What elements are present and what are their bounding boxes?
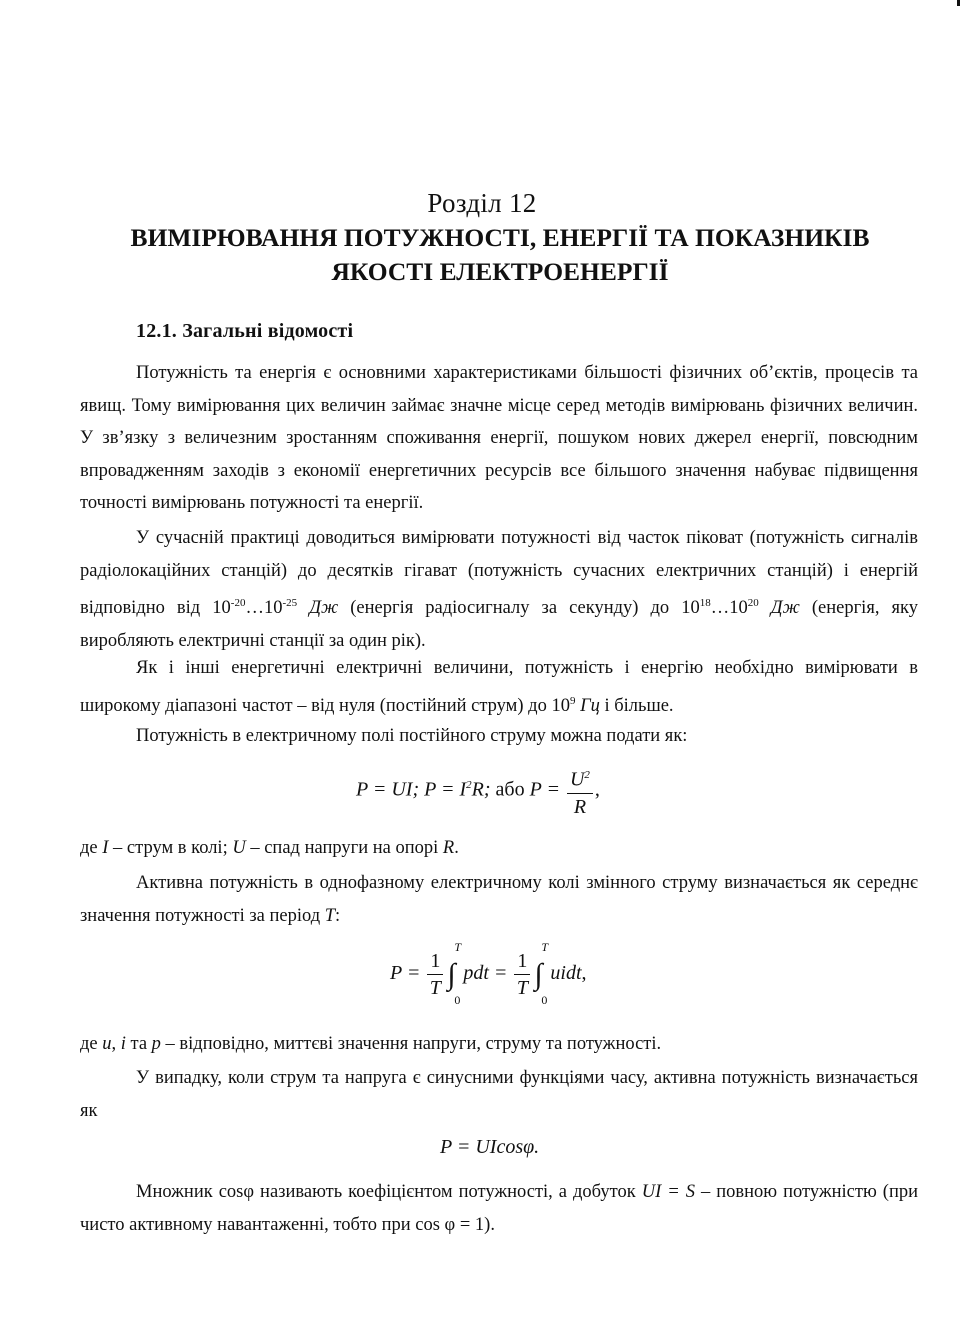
- paragraph-6: Активна потужність в однофазному електричному колі змінного струму визначається як середнє значення потужності за період T:: [80, 873, 918, 926]
- integral-sign-1: ∫ T 0: [447, 939, 462, 1007]
- paragraph-1: Потужність та енергія є основними характеристиками більшості фізичних об’єктів, процесів та явищ. Тому вимірювання цих величин займає значне місце серед методів вимірювань фізичних величин. У зв’язку з величезним зростанням споживання енергії, пошуком нових джерел енергії, повсюдним впровадженням заходів з економії енергетичних ресурсів все більшого значення набуває підвищення точності вимірювань потужності та енергії.: [80, 363, 918, 513]
- paragraph-7: де u, i та p – відповідно, миттєві значення напруги, струму та потужності.: [80, 1034, 662, 1054]
- fraction-1-over-t-b: $\frac{1}{T}$: [514, 948, 530, 1001]
- paragraph-8: У випадку, коли струм та напруга є синусними функціями часу, активна потужність визначається як: [80, 1068, 918, 1121]
- fraction-u2-over-r: $\frac{U^2}{R}$: [567, 762, 593, 820]
- paragraph-9: Множник cosφ називають коефіцієнтом потужності, а добуток UI = S – повною потужністю (при чисто активному навантаженні, тобто при cos φ = 1).: [80, 1182, 918, 1235]
- fraction-1-over-t-a: $\frac{1}{T}$: [427, 948, 443, 1001]
- paragraph-5: де I – струм в колі; U – спад напруги на опорі R.: [80, 838, 459, 858]
- integral-sign-2: ∫ T 0: [534, 939, 549, 1007]
- chapter-title-line-1: ВИМІРЮВАННЯ ПОТУЖНОСТІ, ЕНЕРГІЇ ТА ПОКАЗНИКІВ: [130, 223, 870, 252]
- chapter-title: [60, 221, 940, 289]
- scan-edge-mark: [957, 0, 960, 6]
- equation-3: P = UIcosφ.: [440, 1136, 540, 1158]
- paragraph-4: Потужність в електричному полі постійного струму можна подати як:: [136, 726, 688, 746]
- equation-2: P = $\frac{1}{T}$ ∫ T 0 pdt = $\frac{1}{T}$ ∫ T 0 uidt,: [390, 939, 587, 1007]
- paragraph-2: У сучасній практиці доводиться вимірювати потужності від часток піковат (потужність сигналів радіолокаційних станцій) до десятків гігават (потужність сучасних електричних станцій) і енергій відповідно від $10^{-20}\dots 10^{-25}$ Дж (енергія радіосигналу за секунду) до $10^{18}\dots 10^{20}$ Дж (енергія, яку виробляють електричні станції за один рік).: [80, 528, 919, 651]
- paragraph-3: Як і інші енергетичні електричні величини, потужність і енергію необхідно вимірювати в широкому діапазоні частот – від нуля (постійний струм) до $10^9$ Гц і більше.: [80, 658, 918, 716]
- section-heading: 12.1. Загальні відомості: [136, 320, 354, 342]
- equation-1: P = UI; $P = I^2R$; або P = $\frac{U^2}{R}$ ,: [356, 762, 600, 820]
- chapter-label: Розділ 12: [427, 188, 537, 218]
- chapter-title-line-2: ЯКОСТІ ЕЛЕКТРОЕНЕРГІЇ: [331, 257, 669, 286]
